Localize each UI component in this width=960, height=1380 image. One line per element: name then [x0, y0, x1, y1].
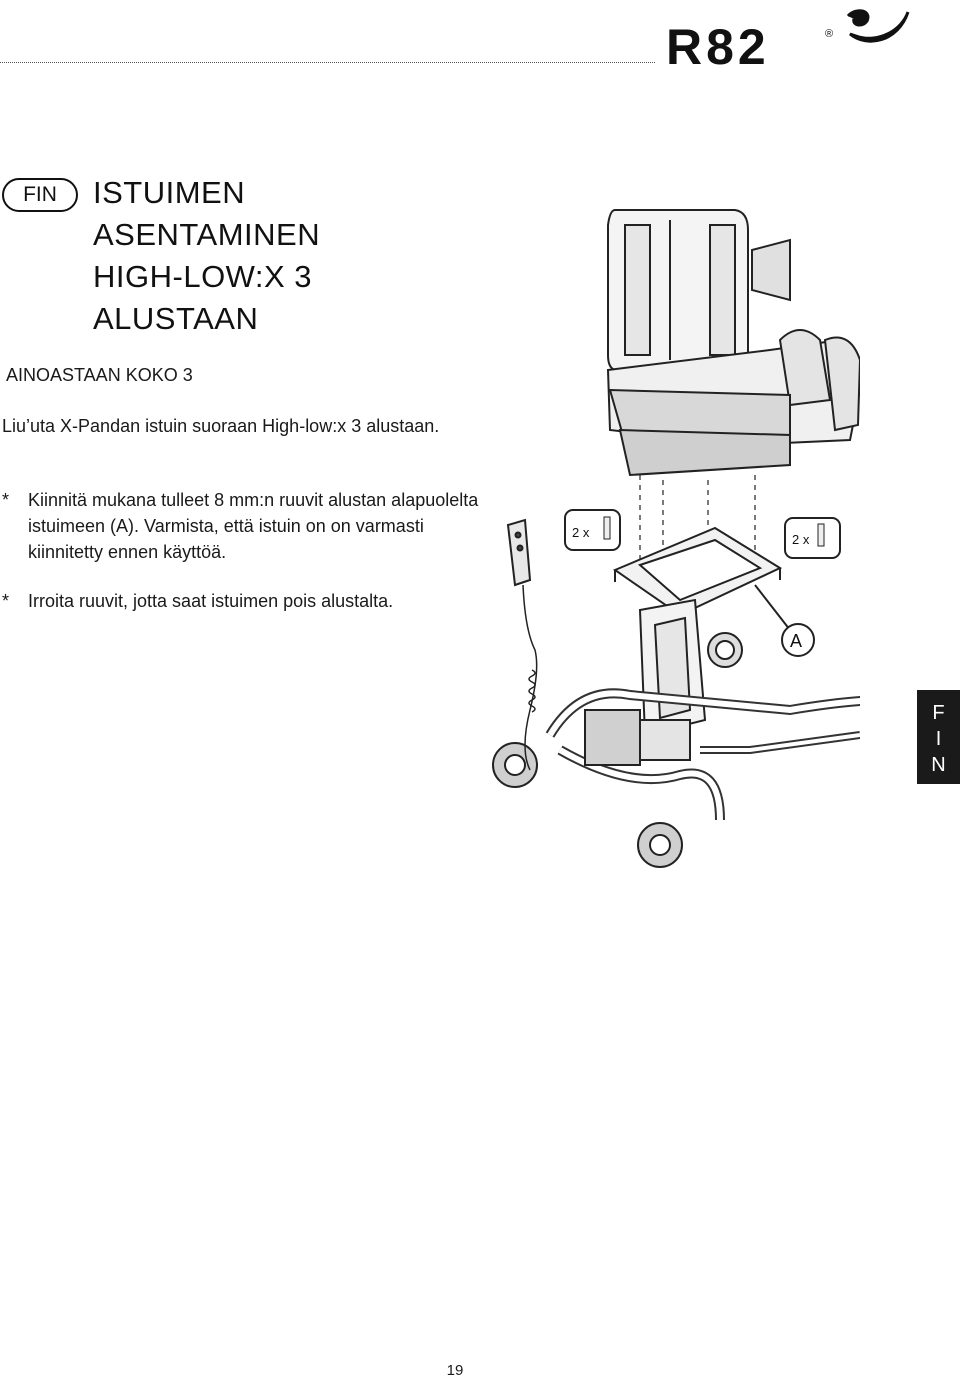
- screw-box-left: [565, 510, 620, 550]
- note-text: Kiinnitä mukana tulleet 8 mm:n ruuvit alustan alapuolelta istuimeen (A). Varmista, että istuin on on varmasti kiinnitetty ennen käyttöä.: [28, 490, 479, 562]
- language-side-tab: [917, 690, 960, 784]
- seat-illustration: [608, 210, 860, 475]
- page-title: [93, 172, 320, 340]
- title-line: HIGH-LOW:X 3: [93, 259, 313, 294]
- screw-box-right: [785, 518, 840, 558]
- title-line: ASENTAMINEN: [93, 217, 321, 252]
- base-column: [640, 600, 742, 735]
- callout-line: [755, 585, 790, 630]
- r82-logo: [662, 4, 922, 70]
- seat-adapter-frame: [615, 528, 780, 615]
- subtitle: AINOASTAAN KOKO 3: [6, 365, 193, 385]
- callout-label: A: [790, 631, 803, 651]
- note-marker: *: [2, 591, 10, 611]
- screw-left-label: 2 x: [572, 525, 590, 540]
- side-tab-letter: F: [932, 702, 945, 724]
- title-line: ISTUIMEN: [93, 175, 246, 210]
- title-line: ALUSTAAN: [93, 301, 259, 336]
- side-tab-letter: I: [935, 728, 942, 750]
- logo-swoosh-icon: [848, 11, 908, 41]
- header-dotted-rule: [0, 62, 655, 63]
- note-text: Irroita ruuvit, jotta saat istuimen pois alustalta.: [28, 591, 394, 611]
- screw-right-label: 2 x: [792, 532, 810, 547]
- registered-mark: ®: [825, 28, 834, 40]
- instruction-paragraph: Liu’uta X-Pandan istuin suoraan High-low:x 3 alustaan.: [2, 416, 440, 436]
- note-marker: *: [2, 490, 10, 510]
- note-remove-screws: [2, 588, 482, 614]
- side-tab-letter: N: [931, 754, 946, 776]
- brand-wordmark: R82: [666, 19, 770, 70]
- hand-control-remote: [508, 520, 537, 770]
- language-badge: FIN: [2, 178, 78, 212]
- seat-assembly-illustration: [490, 190, 860, 890]
- page-number: 19: [446, 1362, 464, 1379]
- note-fasten-screws: [2, 487, 482, 565]
